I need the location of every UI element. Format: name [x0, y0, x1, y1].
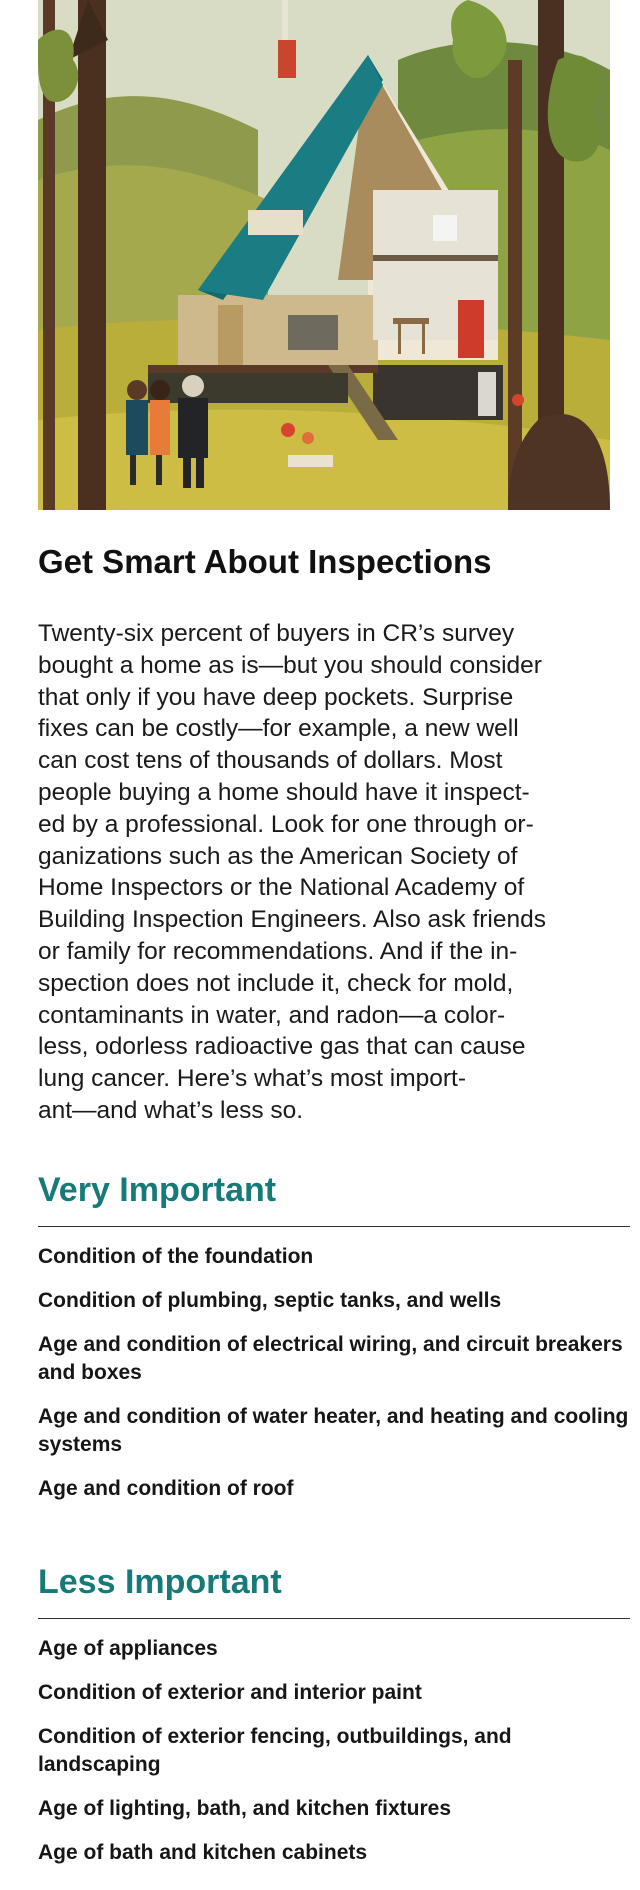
list-item: Age and condition of water heater, and heating and cooling systems — [38, 1405, 629, 1456]
body-line: ed by a professional. Look for one through or- — [38, 810, 534, 838]
list-item: Age of bath and kitchen cabinets — [38, 1841, 368, 1864]
section-divider — [38, 1618, 630, 1619]
list-item: Condition of exterior fencing, outbuildings, and landscaping — [38, 1725, 512, 1776]
list-item: Condition of exterior and interior paint — [38, 1681, 422, 1704]
body-line: ganizations such as the American Society of — [38, 842, 518, 870]
body-line: less, odorless radioactive gas that can cause — [38, 1033, 526, 1061]
list-item: Condition of the foundation — [38, 1245, 314, 1268]
list-item: Age and condition of electrical wiring, and circuit breakers and boxes — [38, 1333, 623, 1384]
body-line: lung cancer. Here’s what’s most import- — [38, 1065, 467, 1093]
section-divider — [38, 1226, 630, 1227]
body-line: Home Inspectors or the National Academy of — [38, 874, 525, 902]
very-important-heading: Very Important — [38, 1171, 277, 1209]
body-line: people buying a home should have it inspect- — [38, 778, 530, 806]
less-important-heading: Less Important — [38, 1563, 282, 1601]
body-line: that only if you have deep pockets. Surprise — [38, 683, 514, 711]
body-line: Building Inspection Engineers. Also ask friends — [38, 906, 546, 934]
list-item: Condition of plumbing, septic tanks, and wells — [38, 1289, 502, 1312]
article-title: Get Smart About Inspections — [38, 543, 492, 580]
body-line: or family for recommendations. And if the in- — [38, 937, 518, 965]
list-item: Age of appliances — [38, 1637, 218, 1660]
body-line: Twenty-six percent of buyers in CR’s survey — [38, 620, 515, 647]
body-line: fixes can be costly—for example, a new well — [38, 715, 519, 743]
body-line: can cost tens of thousands of dollars. Most — [38, 747, 503, 775]
list-item: Age and condition of roof — [38, 1477, 294, 1500]
list-item: Age of lighting, bath, and kitchen fixtures — [38, 1797, 452, 1820]
article-body — [38, 618, 613, 1127]
body-line: spection does not include it, check for mold, — [38, 969, 514, 997]
very-important-list — [38, 1243, 630, 1503]
body-line: bought a home as is—but you should consider — [38, 651, 542, 679]
body-line: contaminants in water, and radon—a color- — [38, 1001, 506, 1029]
house-illustration — [38, 0, 610, 510]
less-important-list — [38, 1635, 630, 1867]
body-line: ant—and what’s less so. — [38, 1096, 304, 1124]
